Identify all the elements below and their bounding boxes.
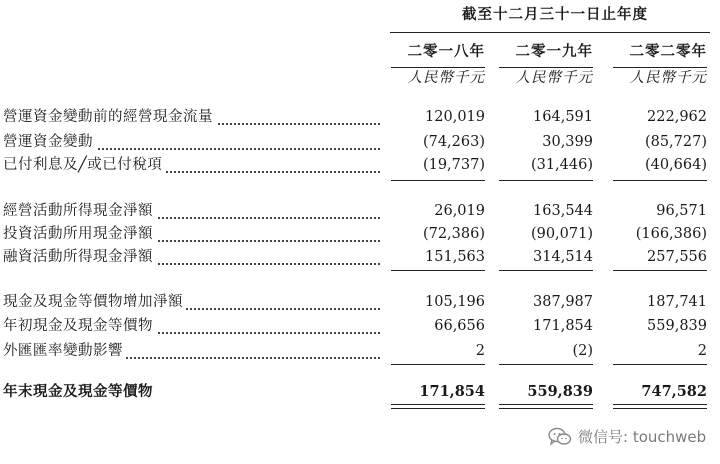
row-label: 年初現金及現金等價物 xyxy=(3,318,156,334)
value-2018: 151,563 xyxy=(425,249,485,265)
total-double-rule xyxy=(391,404,485,409)
table-row xyxy=(0,106,720,128)
total-double-rule xyxy=(499,404,593,409)
table-row xyxy=(0,154,720,176)
subtotal-rule xyxy=(499,270,593,271)
period-header: 截至十二月三十一日止年度 xyxy=(462,6,648,23)
value-2019: (90,071) xyxy=(530,226,593,242)
year-header-2020: 二零二零年 xyxy=(613,40,707,68)
total-value-2020: 747,582 xyxy=(641,383,707,400)
table-row xyxy=(0,315,720,337)
unit-label-2019: 人民幣千元 xyxy=(515,70,593,86)
table-row xyxy=(0,131,720,153)
row-label: 營運資金變動前的經營現金流量 xyxy=(3,109,216,125)
table-row xyxy=(0,246,720,268)
value-2019: 387,987 xyxy=(533,294,593,310)
value-2018: 105,196 xyxy=(425,294,485,310)
value-2018: (74,263) xyxy=(422,134,485,150)
value-2020: (166,386) xyxy=(635,226,707,242)
table-row xyxy=(0,291,720,313)
value-2020: 187,741 xyxy=(647,294,707,310)
value-2020: 2 xyxy=(697,343,707,359)
row-label: 融資活動所得現金淨額 xyxy=(3,249,156,265)
value-2019: 163,544 xyxy=(533,203,593,219)
value-2019: (31,446) xyxy=(530,157,593,173)
year-header-2018: 二零一八年 xyxy=(391,40,485,68)
subtotal-rule xyxy=(391,180,485,181)
table-row xyxy=(0,340,720,362)
value-2018: (19,737) xyxy=(422,157,485,173)
row-label: 投資活動所用現金淨額 xyxy=(3,226,156,242)
watermark-text: 微信号: touchweb xyxy=(578,428,707,446)
subtotal-rule xyxy=(391,270,485,271)
row-label: 經營活動所得現金淨額 xyxy=(3,203,156,219)
total-row xyxy=(0,381,720,403)
subtotal-rule xyxy=(499,364,593,365)
total-value-2019: 559,839 xyxy=(527,383,593,400)
wechat-icon xyxy=(548,427,572,447)
total-value-2018: 171,854 xyxy=(419,383,485,400)
row-label: 現金及現金等價物增加淨額 xyxy=(3,294,186,310)
value-2018: 66,656 xyxy=(434,318,485,334)
table-row xyxy=(0,200,720,222)
unit-label-2018: 人民幣千元 xyxy=(407,70,485,86)
watermark xyxy=(548,426,706,448)
value-2020: (40,664) xyxy=(644,157,707,173)
table-row xyxy=(0,223,720,245)
value-2019: 171,854 xyxy=(533,318,593,334)
value-2019: (2) xyxy=(572,343,593,359)
value-2020: 96,571 xyxy=(656,203,707,219)
subtotal-rule xyxy=(499,180,593,181)
year-header-2019: 二零一九年 xyxy=(499,40,593,68)
value-2018: 2 xyxy=(475,343,485,359)
value-2020: 257,556 xyxy=(647,249,707,265)
period-underline xyxy=(390,32,710,33)
value-2018: 120,019 xyxy=(425,109,485,125)
total-label: 年末現金及現金等價物 xyxy=(3,383,156,400)
spacer xyxy=(3,404,383,407)
unit-label-2020: 人民幣千元 xyxy=(629,70,707,86)
value-2018: 26,019 xyxy=(434,203,485,219)
value-2019: 314,514 xyxy=(533,249,593,265)
row-label: 已付利息及╱或已付稅項 xyxy=(3,157,165,173)
total-double-rule xyxy=(613,404,707,409)
subtotal-rule xyxy=(613,270,707,271)
subtotal-rule xyxy=(391,364,485,365)
subtotal-rule xyxy=(613,364,707,365)
value-2019: 164,591 xyxy=(533,109,593,125)
value-2020: 559,839 xyxy=(647,318,707,334)
value-2020: 222,962 xyxy=(647,109,707,125)
value-2020: (85,727) xyxy=(644,134,707,150)
value-2019: 30,399 xyxy=(542,134,593,150)
value-2018: (72,386) xyxy=(422,226,485,242)
row-label: 營運資金變動 xyxy=(3,134,96,150)
subtotal-rule xyxy=(613,180,707,181)
row-label: 外匯匯率變動影響 xyxy=(3,343,126,359)
